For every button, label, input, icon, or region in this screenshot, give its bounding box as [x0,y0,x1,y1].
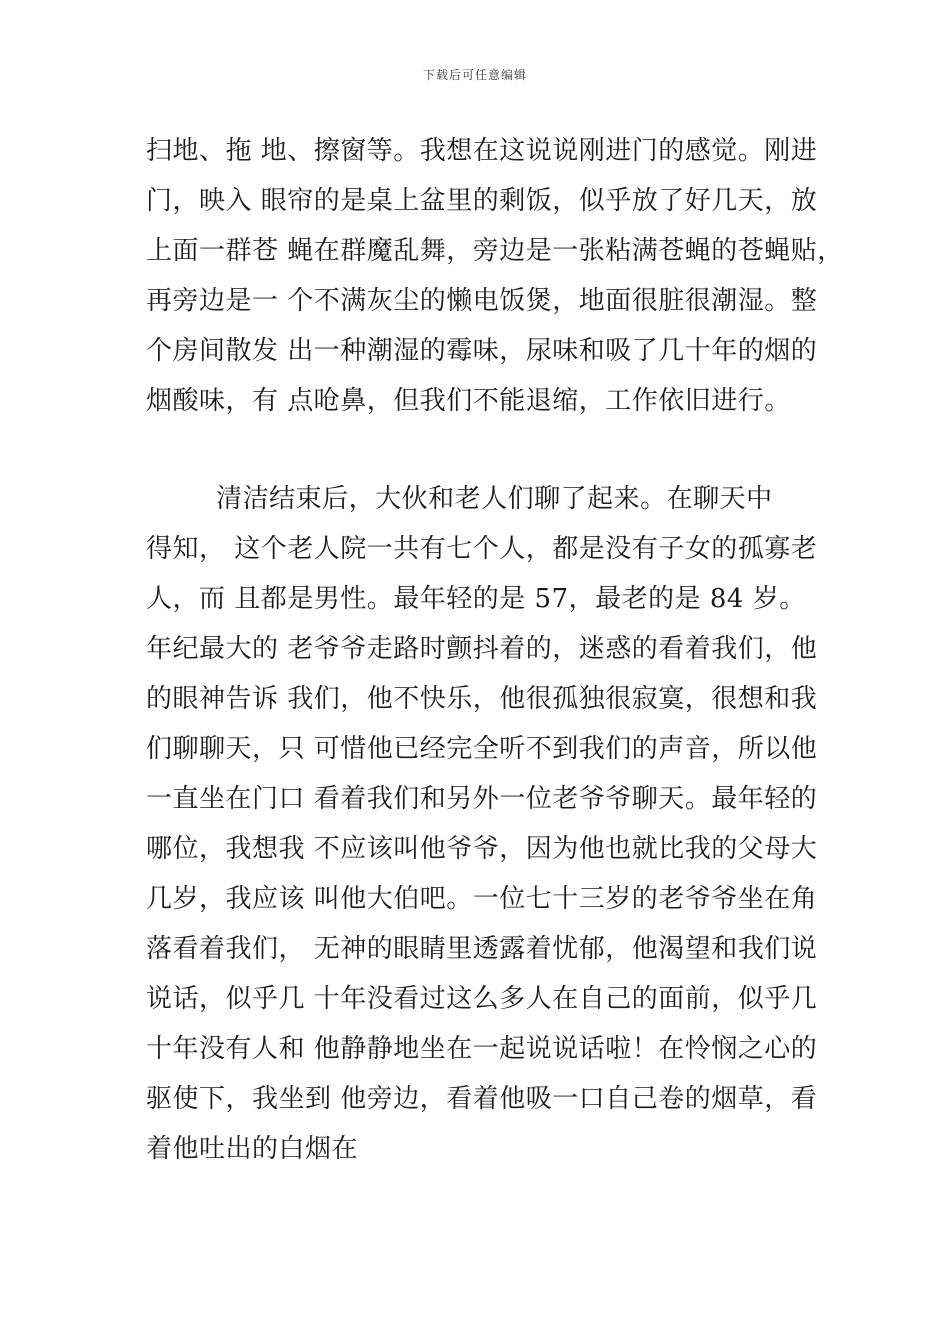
text-line: 个房间散发 出一种潮湿的霉味，尿味和吸了几十年的烟的 [146,336,818,366]
text-line: 们聊聊天，只 可惜他已经完全听不到我们的声音，所以他 [146,734,818,764]
text-line: 说话，似乎几 十年没看过这么多人在自己的面前，似乎几 [146,984,818,1014]
text-line: 一直坐在门口 看着我们和另外一位老爷爷聊天。最年轻的 [146,784,818,814]
text-line: 几岁，我应该 叫他大伯吧。一位七十三岁的老爷爷坐在角 [146,884,818,914]
text-line: 人，而 且都是男性。最年轻的是 57，最老的是 84 岁。 [146,584,806,614]
text-line: 扫地、拖 地、擦窗等。我想在这说说刚进门的感觉。刚进 [146,136,818,166]
text-line: 落看着我们， 无神的眼睛里透露着忧郁，他渴望和我们说 [146,934,818,964]
text-line: 烟酸味，有 点呛鼻，但我们不能退缩，工作依旧进行。 [146,386,791,416]
paragraph-2 [146,474,836,1174]
text-line: 年纪最大的 老爷爷走路时颤抖着的，迷惑的看着我们，他 [146,634,818,664]
paragraph-1 [146,126,844,426]
text-line: 上面一群苍 蝇在群魔乱舞，旁边是一张粘满苍蝇的苍蝇贴， [146,236,844,266]
text-line: 门，映入 眼帘的是桌上盆里的剩饭，似乎放了好几天，放 [146,186,818,216]
text-line: 再旁边是一 个不满灰尘的懒电饭煲，地面很脏很潮湿。整 [146,286,818,316]
text-line: 哪位，我想我 不应该叫他爷爷，因为他也就比我的父母大 [146,834,818,864]
text-line: 着他吐出的白烟在 [146,1134,359,1164]
text-line: 清洁结束后，大伙和老人们聊了起来。在聊天中 [146,484,773,514]
text-line: 得知， 这个老人院一共有七个人，都是没有子女的孤寡老 [146,534,818,564]
text-line: 驱使下，我坐到 他旁边，看着他吸一口自己卷的烟草，看 [146,1084,818,1114]
page-header: 下载后可任意编辑 [422,68,527,82]
text-line: 的眼神告诉 我们，他不快乐，他很孤独很寂寞，很想和我 [146,684,818,714]
text-line: 十年没有人和 他静静地坐在一起说说话啦！在怜悯之心的 [146,1034,818,1064]
